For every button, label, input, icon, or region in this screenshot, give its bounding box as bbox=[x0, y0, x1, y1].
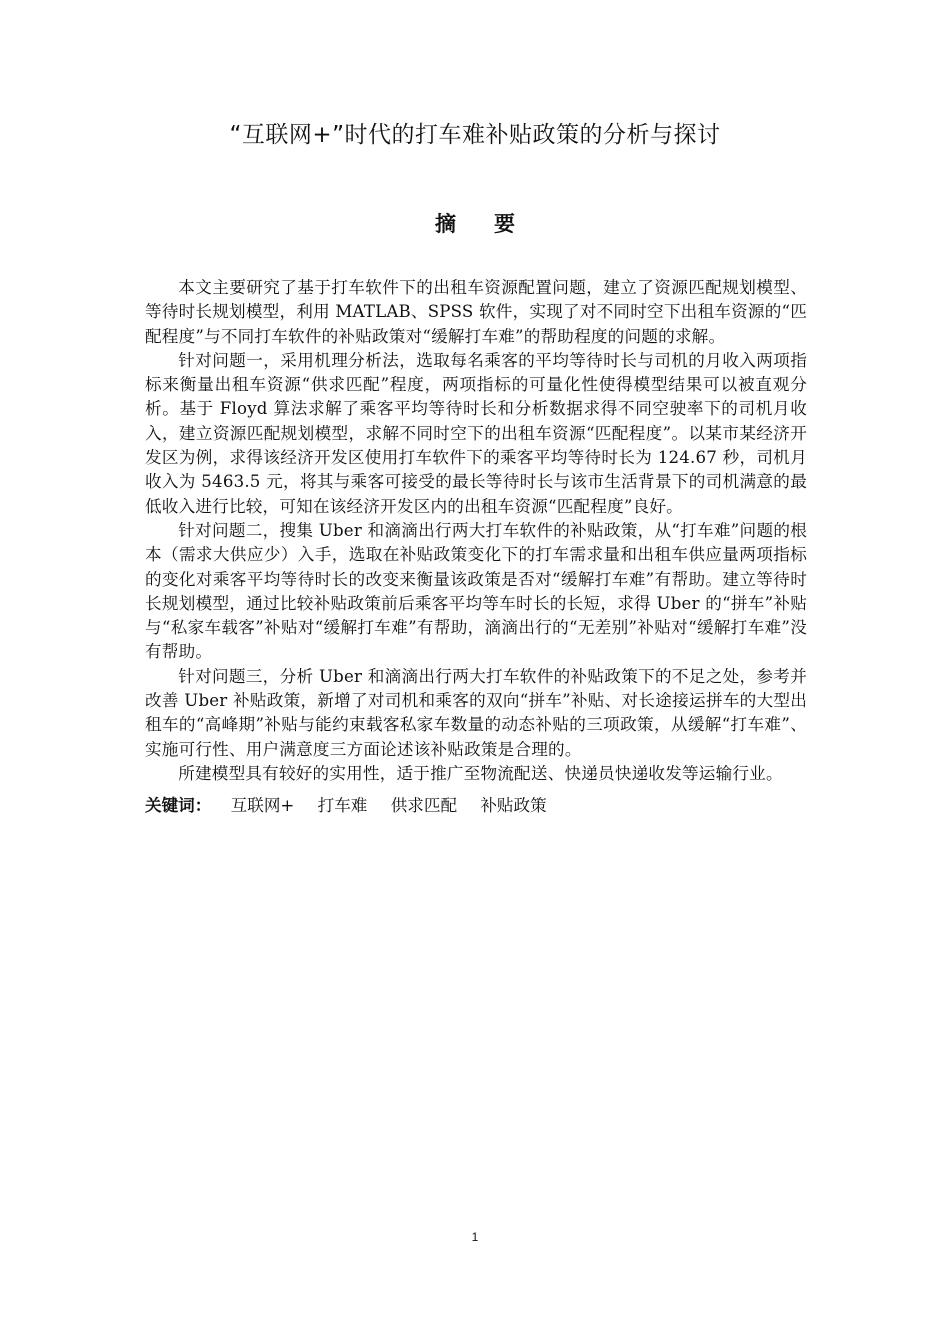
keywords-line bbox=[145, 794, 807, 818]
abstract-paragraph-5: 所建模型具有较好的实用性，适于推广至物流配送、快递员快递收发等运输行业。 bbox=[178, 763, 783, 783]
abstract-heading: 摘要 bbox=[435, 212, 553, 236]
page-number: 1 bbox=[471, 1230, 479, 1244]
paper-title: “互联网+”时代的打车难补贴政策的分析与探讨 bbox=[229, 122, 721, 148]
abstract-paragraph-1: 本文主要研究了基于打车软件下的出租车资源配置问题，建立了资源匹配规划模型、等待时长规划模型，利用 MATLAB、SPSS 软件，实现了对不同时空下出租车资源的“匹配程度”与不同打车软件的补贴政策对“缓解打车难”的帮助程度的问题的求解。 bbox=[145, 278, 807, 346]
abstract-paragraph-4: 针对问题三，分析 Uber 和滴滴出行两大打车软件的补贴政策下的不足之处，参考并改善 Uber 补贴政策，新增了对司机和乘客的双向“拼车”补贴、对长途接运拼车的大型出租车的“高峰期”补贴与能约束载客私家车数量的动态补贴的三项政策，从缓解“打车难”、实施可行性、用户满意度三方面论述该补贴政策是合理的。 bbox=[145, 666, 807, 759]
keyword-2: 打车难 bbox=[317, 796, 368, 816]
keyword-4: 补贴政策 bbox=[480, 796, 547, 816]
keyword-1: 互联网+ bbox=[230, 796, 295, 816]
abstract-body bbox=[145, 276, 807, 818]
keywords-label: 关键词： bbox=[145, 796, 212, 816]
keyword-3: 供求匹配 bbox=[390, 796, 458, 816]
abstract-paragraph-2: 针对问题一，采用机理分析法，选取每名乘客的平均等待时长与司机的月收入两项指标来衡量出租车资源“供求匹配”程度，两项指标的可量化性使得模型结果可以被直观分析。基于 Floyd 算法求解了乘客平均等待时长和分析数据求得不同空驶率下的司机月收入，建立资源匹配规划模型，求解不同时空下的出租车资源“匹配程度”。以某市某经济开发区为例，求得该经济开发区使用打车软件下的乘客平均等待时长为 124.67 秒，司机月收入为 5463.5 元，将其与乘客可接受的最长等待时长与该市生活背景下的司机满意的最低收入进行比较，可知在该经济开发区内的出租车资源“匹配程度”良好。 bbox=[145, 350, 807, 516]
abstract-paragraph-3: 针对问题二，搜集 Uber 和滴滴出行两大打车软件的补贴政策，从“打车难”问题的根本（需求大供应少）入手，选取在补贴政策变化下的打车需求量和出租车供应量两项指标的变化对乘客平均等待时长的改变来衡量该政策是否对“缓解打车难”有帮助。建立等待时长规划模型，通过比较补贴政策前后乘客平均等车时长的长短，求得 Uber 的“拼车”补贴与“私家车载客”补贴对“缓解打车难”有帮助，滴滴出行的“无差别”补贴对“缓解打车难”没有帮助。 bbox=[145, 520, 807, 662]
